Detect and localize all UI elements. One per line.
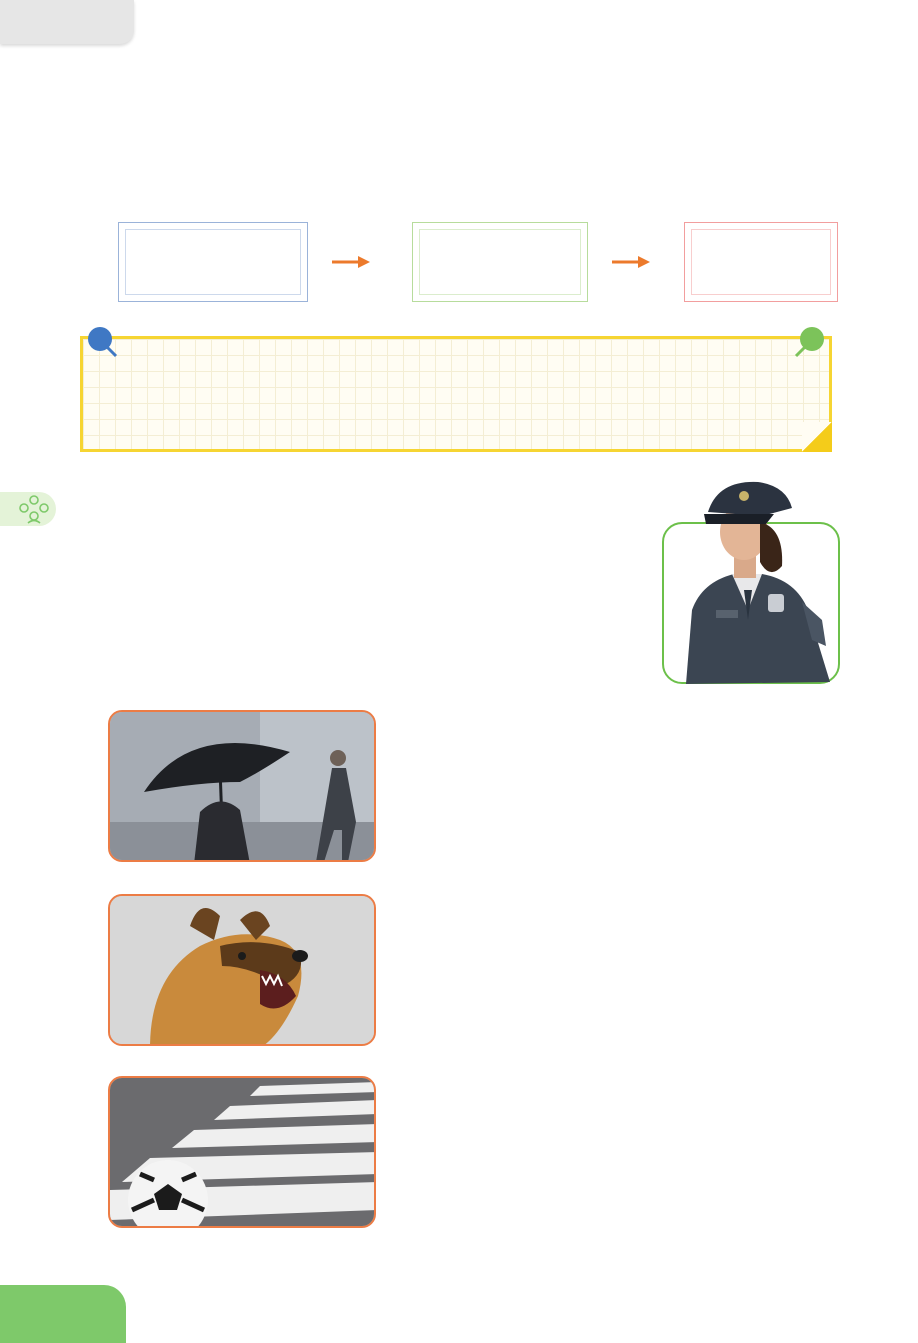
group-work-icon xyxy=(14,492,54,526)
magnifier-pin-icon xyxy=(86,326,120,360)
arrow-right-icon xyxy=(612,255,650,269)
arrow-right-icon xyxy=(332,255,370,269)
magnifier-pin-icon xyxy=(792,326,826,360)
step-2-box xyxy=(412,222,588,302)
aggressive-dog-photo xyxy=(108,894,376,1046)
page-number xyxy=(0,1285,126,1343)
crosswalk-ball-photo xyxy=(108,1076,376,1228)
definition-text xyxy=(131,360,777,367)
policewoman-photo xyxy=(662,470,842,684)
toc-button[interactable] xyxy=(0,0,134,44)
storm-umbrella-photo xyxy=(108,710,376,862)
folded-corner xyxy=(802,422,832,452)
definition-note xyxy=(80,336,832,452)
step-3-box xyxy=(684,222,838,302)
step-1-box xyxy=(118,222,308,302)
group-work-tab xyxy=(0,492,56,526)
decorative-dashes-bottom xyxy=(0,1253,918,1263)
decorative-dots-top xyxy=(140,30,910,48)
